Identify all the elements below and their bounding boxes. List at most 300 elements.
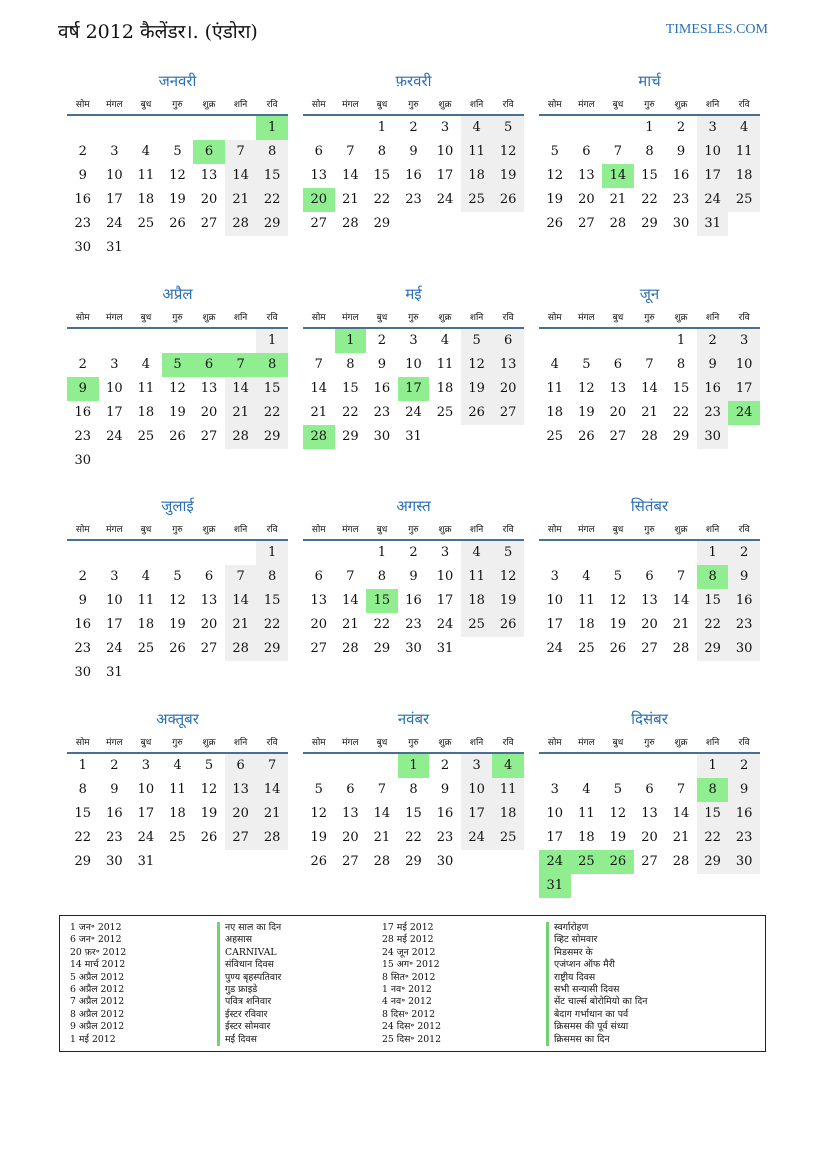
day-cell: 3 [461,754,493,778]
day-grid [303,329,524,449]
day-cell: 2 [409,120,418,135]
day-cell: 27 [200,216,218,231]
weekday-header [303,730,524,754]
weekday-label: रवि [738,737,750,748]
day-grid [539,541,760,661]
day-cell: 27 [609,429,627,444]
holiday-name: सभी सन्यासी दिवस [546,984,647,996]
weekday-label: रवि [738,312,750,323]
day-cell: 19 [609,830,627,845]
day-cell: 9 [110,782,119,797]
weekday-header [303,92,524,116]
day-cell: 28 [342,216,359,231]
day-cell: 23 [373,405,391,420]
day-cell: 8 [346,357,355,372]
day-cell: 7 [676,569,686,584]
holiday-date-column [70,922,126,1046]
holiday-name: ईस्टर रविवार [217,1009,281,1021]
day-cell: 24 [697,188,729,212]
day-cell: 28 [672,854,690,869]
day-cell: 22 [342,405,359,420]
day-grid [539,754,760,898]
day-cell: 27 [492,401,524,425]
day-cell: 20 [492,377,524,401]
holiday-name: एजंप्शन ऑफ मैरी [546,959,647,971]
holiday-date: 9 अप्रैल 2012 [70,1021,125,1033]
day-cell: 31 [405,429,422,444]
day-cell: 15 [256,589,288,613]
day-cell: 10 [546,593,564,608]
holiday-date: 17 मई 2012 [382,922,434,933]
day-cell: 23 [405,192,422,207]
empty-cell [665,541,697,565]
day-cell: 13 [609,381,627,396]
empty-cell [571,116,603,140]
weekday-label: सोम [547,312,562,323]
day-grid [303,754,524,874]
day-cell: 16 [373,381,391,396]
holiday-date-column [382,922,441,1046]
day-cell: 8 [676,357,686,372]
day-cell: 23 [74,216,92,231]
empty-cell [130,541,162,565]
day-cell: 1 [377,120,387,135]
day-cell: 13 [492,353,524,377]
empty-cell [130,329,162,353]
day-cell: 11 [578,593,595,608]
day-cell: 10 [106,381,123,396]
day-cell: 6 [346,782,355,797]
month-name: अक्तूबर [156,710,199,728]
day-cell: 4 [728,116,760,140]
day-cell: 9 [697,353,729,377]
empty-cell [162,541,194,565]
day-cell: 3 [409,333,418,348]
day-cell: 6 [225,754,257,778]
weekday-label: शुक्र [202,99,216,110]
day-cell: 18 [137,192,155,207]
weekday-label: मंगल [578,99,595,110]
day-cell: 26 [169,429,186,444]
day-cell: 6 [204,569,214,584]
day-cell: 25 [546,429,564,444]
day-cell: 25 [461,188,493,212]
day-cell: 9 [78,593,87,608]
day-cell: 27 [200,641,218,656]
day-cell: 28 [342,641,359,656]
day-cell: 4 [173,758,182,773]
weekday-label: रवि [266,312,278,323]
day-cell: 15 [256,164,288,188]
day-cell: 2 [110,758,119,773]
day-cell: 23 [728,826,760,850]
day-cell: 1 [697,541,729,565]
day-cell: 10 [728,353,760,377]
day-cell: 14 [602,164,634,188]
weekday-header [303,305,524,329]
day-cell: 3 [550,782,559,797]
holiday-date: 5 अप्रैल 2012 [70,971,125,983]
day-cell: 12 [169,593,186,608]
day-cell: 14 [672,593,690,608]
day-cell: 5 [461,329,493,353]
day-cell: 29 [641,216,658,231]
day-cell: 22 [256,188,288,212]
empty-cell [162,329,194,353]
empty-cell [303,116,335,140]
day-cell: 17 [137,806,155,821]
day-cell: 29 [697,637,729,661]
day-cell: 10 [461,778,493,802]
weekday-label: शुक्र [438,524,452,535]
weekday-label: गुरु [408,737,419,748]
day-cell: 11 [546,381,564,396]
day-cell: 15 [405,806,422,821]
day-cell: 14 [342,168,359,183]
day-cell: 24 [461,826,493,850]
weekday-header [539,517,760,541]
day-cell: 11 [492,778,524,802]
day-cell: 20 [641,617,658,632]
weekday-label: मंगल [342,524,359,535]
empty-cell [539,116,571,140]
month-name: नवंबर [397,710,430,728]
day-grid [303,116,524,236]
day-cell: 29 [256,637,288,661]
month-calendar [67,708,288,874]
holiday-date: 15 अग॰ 2012 [382,959,440,971]
day-cell: 17 [728,377,760,401]
day-cell: 27 [641,641,658,656]
day-cell: 16 [697,377,729,401]
weekday-label: मंगल [578,312,595,323]
day-cell: 13 [578,168,595,183]
weekday-label: सोम [75,737,90,748]
day-cell: 12 [578,381,595,396]
day-cell: 7 [377,782,387,797]
day-cell: 24 [106,216,123,231]
day-cell: 19 [200,806,218,821]
day-cell: 17 [546,830,564,845]
weekday-label: बुध [612,737,624,748]
day-cell: 3 [110,144,119,159]
day-cell: 21 [342,192,359,207]
day-cell: 13 [310,168,328,183]
day-cell: 26 [200,830,218,845]
weekday-label: गुरु [172,737,183,748]
day-cell: 14 [641,381,658,396]
day-cell: 17 [697,164,729,188]
day-cell: 3 [728,329,760,353]
day-cell: 30 [697,425,729,449]
day-cell: 8 [256,565,288,589]
day-cell: 19 [578,405,595,420]
month-name: मार्च [638,72,661,90]
month-name: अप्रैल [162,285,193,303]
holiday-name: पुण्य बृहस्पतिवार [217,972,281,984]
weekday-header [67,92,288,116]
weekday-label: शनि [469,737,484,748]
empty-cell [193,116,225,140]
month-calendar [303,283,524,449]
day-cell: 15 [697,802,729,826]
day-cell: 18 [436,381,454,396]
day-cell: 23 [74,641,92,656]
day-cell: 15 [641,168,658,183]
weekday-label: शुक्र [438,99,452,110]
weekday-label: बुध [140,312,152,323]
day-cell: 30 [728,637,760,661]
day-cell: 28 [256,826,288,850]
day-cell: 10 [546,806,564,821]
weekday-label: सोम [311,524,326,535]
empty-cell [303,541,335,565]
day-cell: 27 [342,854,359,869]
weekday-label: बुध [140,737,152,748]
day-cell: 31 [539,874,571,898]
site-link[interactable]: TIMESLES.COM [665,22,768,37]
day-cell: 23 [74,429,92,444]
empty-cell [130,116,162,140]
day-grid [303,541,524,661]
day-cell: 2 [377,333,387,348]
day-cell: 8 [645,144,654,159]
page-title: वर्ष 2012 कैलेंडर।. (एंडोरा) [58,21,258,43]
empty-cell [225,541,257,565]
day-cell: 9 [409,569,418,584]
day-cell: 4 [492,754,524,778]
weekday-header [539,305,760,329]
day-cell: 13 [200,593,218,608]
day-cell: 10 [697,140,729,164]
day-cell: 18 [137,405,155,420]
day-cell: 24 [728,401,760,425]
day-cell: 31 [697,212,729,236]
day-cell: 29 [697,850,729,874]
day-cell: 2 [78,569,87,584]
weekday-label: गुरु [172,312,183,323]
empty-cell [162,116,194,140]
holiday-date: 25 दिस॰ 2012 [382,1033,441,1045]
day-cell: 18 [492,802,524,826]
day-cell: 27 [310,641,328,656]
day-cell: 18 [578,617,595,632]
day-cell: 11 [461,140,493,164]
day-cell: 6 [314,569,323,584]
month-calendar [67,283,288,473]
empty-cell [303,329,335,353]
day-cell: 20 [225,802,257,826]
day-cell: 3 [110,569,119,584]
day-cell: 19 [609,617,627,632]
day-cell: 21 [641,405,658,420]
day-cell: 24 [436,617,454,632]
day-cell: 8 [409,782,418,797]
day-cell: 9 [78,168,87,183]
day-cell: 27 [310,216,328,231]
weekday-label: मंगल [342,99,359,110]
weekday-label: बुध [612,524,624,535]
day-cell: 4 [582,569,591,584]
weekday-label: बुध [612,312,624,323]
day-cell: 14 [310,381,328,396]
empty-cell [193,541,225,565]
weekday-label: मंगल [578,524,595,535]
weekday-header [67,517,288,541]
empty-cell [225,116,257,140]
day-cell: 7 [346,144,355,159]
day-cell: 29 [373,216,391,231]
weekday-label: सोम [311,312,326,323]
holiday-name: नए साल का दिन [217,922,281,934]
day-cell: 27 [578,216,595,231]
weekday-label: शनि [233,312,248,323]
day-cell: 29 [74,854,92,869]
day-cell: 28 [225,425,257,449]
day-cell: 9 [377,357,387,372]
weekday-header [539,92,760,116]
day-cell: 14 [342,593,359,608]
day-cell: 7 [225,565,257,589]
empty-cell [539,541,571,565]
empty-cell [539,329,571,353]
day-cell: 21 [310,405,328,420]
day-cell: 12 [546,168,564,183]
weekday-label: शुक्र [202,524,216,535]
empty-cell [303,754,335,778]
empty-cell [99,329,131,353]
day-cell: 23 [436,830,454,845]
day-cell: 12 [200,782,218,797]
day-cell: 2 [409,545,418,560]
day-cell: 10 [106,593,123,608]
weekday-label: गुरु [408,312,419,323]
weekday-label: बुध [612,99,624,110]
weekday-label: गुरु [408,99,419,110]
day-cell: 28 [373,854,391,869]
empty-cell [99,541,131,565]
weekday-label: रवि [738,99,750,110]
month-name: मई [405,285,422,303]
holiday-date: 24 जून 2012 [382,946,436,958]
weekday-label: शुक्र [438,737,452,748]
weekday-label: शनि [469,99,484,110]
day-cell: 1 [335,329,367,353]
weekday-header [539,730,760,754]
day-cell: 7 [256,754,288,778]
day-cell: 13 [310,593,328,608]
day-cell: 2 [440,758,450,773]
day-cell: 16 [436,806,454,821]
day-cell: 30 [106,854,123,869]
month-calendar [303,70,524,236]
holiday-name: राष्ट्रीय दिवस [546,972,647,984]
month-name: सितंबर [630,497,669,515]
day-cell: 5 [550,144,559,159]
day-cell: 30 [405,641,422,656]
day-cell: 13 [641,806,658,821]
weekday-label: बुध [376,524,388,535]
day-cell: 19 [169,192,186,207]
weekday-label: रवि [266,99,278,110]
holiday-date: 4 नव॰ 2012 [382,996,432,1008]
day-cell: 3 [697,116,729,140]
day-cell: 26 [310,854,328,869]
weekday-label: शुक्र [674,524,688,535]
day-cell: 13 [641,593,658,608]
day-cell: 15 [342,381,359,396]
day-cell: 2 [676,120,686,135]
day-cell: 2 [78,357,87,372]
weekday-header [303,517,524,541]
day-cell: 2 [728,541,760,565]
day-cell: 24 [106,641,123,656]
holiday-date: 7 अप्रैल 2012 [70,996,125,1008]
empty-cell [67,116,99,140]
day-cell: 30 [672,216,690,231]
holiday-date: 8 सित॰ 2012 [382,971,436,983]
empty-cell [225,329,257,353]
day-cell: 21 [672,830,690,845]
empty-cell [665,754,697,778]
day-cell: 11 [169,782,186,797]
day-cell: 12 [461,353,493,377]
day-cell: 25 [137,216,155,231]
holiday-name: अहसास [217,934,281,946]
day-cell: 3 [110,357,119,372]
weekday-label: सोम [547,737,562,748]
day-cell: 5 [492,116,524,140]
day-cell: 25 [728,188,760,212]
day-cell: 4 [461,541,493,565]
day-cell: 23 [672,192,690,207]
day-cell: 19 [169,617,186,632]
day-cell: 11 [578,806,595,821]
day-cell: 3 [550,569,559,584]
day-cell: 6 [645,569,654,584]
day-cell: 4 [550,357,559,372]
day-cell: 25 [137,641,155,656]
day-cell: 15 [672,381,690,396]
day-cell: 11 [137,381,155,396]
day-cell: 24 [405,405,422,420]
day-cell: 8 [78,782,87,797]
day-cell: 23 [405,617,422,632]
day-cell: 5 [613,569,623,584]
day-cell: 21 [609,192,627,207]
day-cell: 30 [74,240,92,255]
empty-cell [571,329,603,353]
weekday-label: मंगल [342,312,359,323]
day-cell: 25 [169,830,186,845]
day-cell: 1 [256,116,288,140]
day-cell: 22 [672,405,690,420]
day-cell: 4 [141,569,151,584]
holiday-name: CARNIVAL [217,947,281,959]
day-cell: 21 [225,188,257,212]
day-cell: 17 [398,377,430,401]
weekday-label: मंगल [106,737,123,748]
day-cell: 26 [602,850,634,874]
day-cell: 20 [578,192,595,207]
day-cell: 9 [728,565,760,589]
day-cell: 28 [641,429,658,444]
weekday-label: गुरु [644,524,655,535]
month-calendar [67,495,288,685]
day-cell: 31 [106,240,123,255]
month-name: फ़रवरी [395,72,432,90]
weekday-label: शनि [469,524,484,535]
